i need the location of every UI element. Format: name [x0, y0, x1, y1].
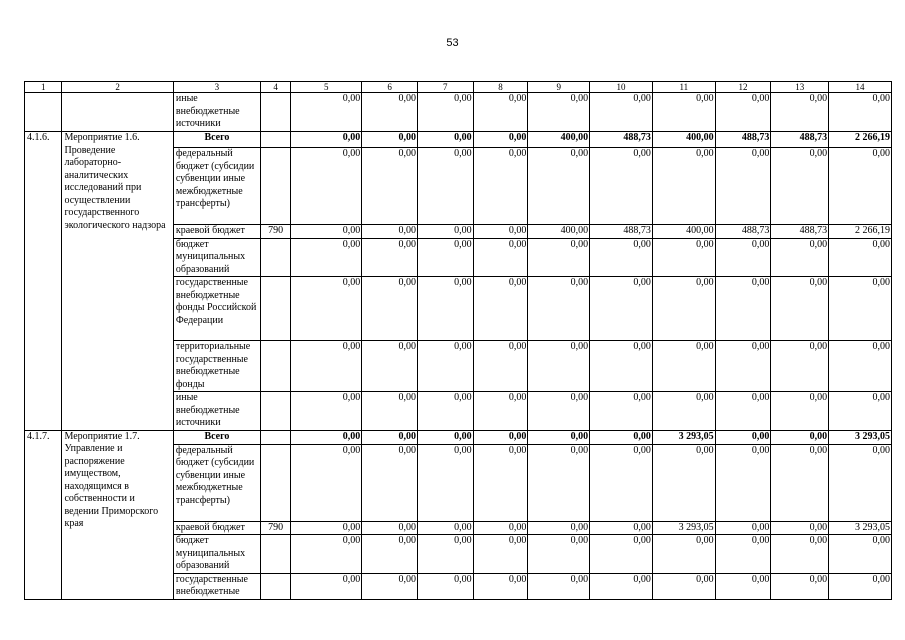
amount-cell: 0,00 — [715, 93, 771, 132]
amount-cell: 0,00 — [528, 277, 590, 341]
amount-cell: 0,00 — [362, 535, 418, 574]
amount-cell: 0,00 — [829, 148, 892, 225]
amount-cell: 488,73 — [715, 132, 771, 148]
amount-cell: 0,00 — [417, 521, 473, 535]
amount-cell: 0,00 — [291, 444, 362, 521]
amount-cell: 0,00 — [590, 93, 653, 132]
amount-cell: 0,00 — [473, 277, 528, 341]
amount-cell: 0,00 — [473, 341, 528, 392]
measure-name-cell: Мероприятие 1.6. Проведение лабораторно-аналитических исследований при осуществлении государственного экологического надзора — [62, 132, 173, 431]
amount-cell: 0,00 — [590, 341, 653, 392]
amount-cell: 0,00 — [417, 277, 473, 341]
amount-cell: 0,00 — [362, 392, 418, 431]
amount-cell: 0,00 — [362, 444, 418, 521]
funding-source-cell: краевой бюджет — [173, 521, 260, 535]
table-row — [25, 430, 892, 444]
budget-code-cell — [260, 238, 290, 277]
amount-cell: 0,00 — [829, 238, 892, 277]
amount-cell: 0,00 — [473, 132, 528, 148]
budget-table — [24, 81, 892, 600]
amount-cell: 0,00 — [417, 148, 473, 225]
amount-cell: 0,00 — [291, 341, 362, 392]
funding-source-cell: Всего — [173, 132, 260, 148]
amount-cell: 0,00 — [473, 238, 528, 277]
budget-code-cell: 790 — [260, 521, 290, 535]
amount-cell: 0,00 — [771, 392, 829, 431]
budget-code-cell — [260, 132, 290, 148]
amount-cell: 0,00 — [590, 521, 653, 535]
amount-cell: 0,00 — [829, 535, 892, 574]
amount-cell: 0,00 — [652, 93, 715, 132]
amount-cell: 0,00 — [473, 430, 528, 444]
budget-code-cell: 790 — [260, 225, 290, 239]
amount-cell: 3 293,05 — [829, 521, 892, 535]
funding-source-cell: иные внебюджетные источники — [173, 93, 260, 132]
amount-cell: 0,00 — [715, 430, 771, 444]
table-row — [25, 93, 892, 132]
amount-cell: 0,00 — [291, 277, 362, 341]
funding-source-cell: бюджет муниципальных образований — [173, 535, 260, 574]
amount-cell: 400,00 — [652, 132, 715, 148]
amount-cell: 0,00 — [528, 521, 590, 535]
amount-cell: 0,00 — [473, 93, 528, 132]
amount-cell: 0,00 — [590, 444, 653, 521]
amount-cell: 0,00 — [771, 148, 829, 225]
amount-cell: 0,00 — [528, 392, 590, 431]
column-header: 5 — [291, 82, 362, 93]
amount-cell: 0,00 — [771, 341, 829, 392]
amount-cell: 0,00 — [590, 148, 653, 225]
column-number-row — [25, 82, 892, 93]
amount-cell: 0,00 — [715, 392, 771, 431]
amount-cell: 488,73 — [590, 132, 653, 148]
amount-cell: 0,00 — [291, 430, 362, 444]
amount-cell: 0,00 — [473, 535, 528, 574]
funding-source-cell: федеральный бюджет (субсидии субвенции иные межбюджетные трансферты) — [173, 148, 260, 225]
amount-cell: 0,00 — [291, 132, 362, 148]
amount-cell: 0,00 — [473, 444, 528, 521]
funding-source-cell: краевой бюджет — [173, 225, 260, 239]
column-header: 1 — [25, 82, 62, 93]
column-header: 12 — [715, 82, 771, 93]
amount-cell: 0,00 — [829, 392, 892, 431]
amount-cell: 0,00 — [771, 444, 829, 521]
amount-cell: 0,00 — [829, 277, 892, 341]
amount-cell: 0,00 — [417, 444, 473, 521]
amount-cell: 0,00 — [652, 277, 715, 341]
column-header: 7 — [417, 82, 473, 93]
funding-source-cell: бюджет муниципальных образований — [173, 238, 260, 277]
amount-cell: 0,00 — [715, 444, 771, 521]
amount-cell: 0,00 — [590, 535, 653, 574]
amount-cell: 0,00 — [771, 430, 829, 444]
amount-cell: 0,00 — [771, 521, 829, 535]
budget-code-cell — [260, 535, 290, 574]
measure-name-cell — [62, 93, 173, 132]
amount-cell: 0,00 — [528, 430, 590, 444]
amount-cell: 488,73 — [771, 225, 829, 239]
amount-cell: 0,00 — [291, 521, 362, 535]
amount-cell: 0,00 — [473, 521, 528, 535]
amount-cell: 0,00 — [528, 341, 590, 392]
amount-cell: 0,00 — [652, 392, 715, 431]
amount-cell: 0,00 — [771, 535, 829, 574]
amount-cell: 400,00 — [652, 225, 715, 239]
amount-cell: 0,00 — [291, 573, 362, 599]
funding-source-cell: Всего — [173, 430, 260, 444]
amount-cell: 0,00 — [715, 573, 771, 599]
amount-cell: 0,00 — [528, 444, 590, 521]
amount-cell: 3 293,05 — [652, 430, 715, 444]
amount-cell: 0,00 — [652, 238, 715, 277]
amount-cell: 0,00 — [291, 225, 362, 239]
amount-cell: 0,00 — [417, 535, 473, 574]
amount-cell: 0,00 — [829, 444, 892, 521]
amount-cell: 0,00 — [291, 93, 362, 132]
amount-cell: 2 266,19 — [829, 225, 892, 239]
amount-cell: 488,73 — [771, 132, 829, 148]
table-body — [25, 93, 892, 600]
amount-cell: 0,00 — [590, 238, 653, 277]
amount-cell: 0,00 — [417, 573, 473, 599]
amount-cell: 2 266,19 — [829, 132, 892, 148]
amount-cell: 488,73 — [715, 225, 771, 239]
amount-cell: 0,00 — [417, 392, 473, 431]
amount-cell: 0,00 — [362, 148, 418, 225]
funding-source-cell: государственные внебюджетные — [173, 573, 260, 599]
amount-cell: 0,00 — [652, 341, 715, 392]
row-id-cell — [25, 93, 62, 132]
amount-cell: 0,00 — [590, 277, 653, 341]
column-header: 8 — [473, 82, 528, 93]
amount-cell: 3 293,05 — [829, 430, 892, 444]
amount-cell: 0,00 — [590, 430, 653, 444]
amount-cell: 400,00 — [528, 132, 590, 148]
budget-code-cell — [260, 430, 290, 444]
column-header: 3 — [173, 82, 260, 93]
amount-cell: 0,00 — [362, 430, 418, 444]
amount-cell: 0,00 — [829, 573, 892, 599]
funding-source-cell: иные внебюджетные источники — [173, 392, 260, 431]
column-header: 6 — [362, 82, 418, 93]
amount-cell: 0,00 — [771, 573, 829, 599]
amount-cell: 0,00 — [362, 277, 418, 341]
amount-cell: 0,00 — [417, 132, 473, 148]
amount-cell: 0,00 — [715, 238, 771, 277]
amount-cell: 0,00 — [417, 341, 473, 392]
column-header: 10 — [590, 82, 653, 93]
page-number: 53 — [446, 37, 459, 49]
amount-cell: 0,00 — [417, 93, 473, 132]
table-row — [25, 132, 892, 148]
amount-cell: 0,00 — [362, 341, 418, 392]
amount-cell: 0,00 — [528, 93, 590, 132]
amount-cell: 0,00 — [715, 341, 771, 392]
amount-cell: 0,00 — [715, 521, 771, 535]
amount-cell: 0,00 — [417, 225, 473, 239]
amount-cell: 400,00 — [528, 225, 590, 239]
column-header: 13 — [771, 82, 829, 93]
funding-source-cell: государственные внебюджетные фонды Российской Федерации — [173, 277, 260, 341]
column-header: 2 — [62, 82, 173, 93]
amount-cell: 0,00 — [528, 573, 590, 599]
amount-cell: 0,00 — [362, 573, 418, 599]
amount-cell: 0,00 — [829, 341, 892, 392]
amount-cell: 0,00 — [771, 277, 829, 341]
amount-cell: 0,00 — [473, 392, 528, 431]
amount-cell: 0,00 — [715, 277, 771, 341]
amount-cell: 0,00 — [715, 148, 771, 225]
amount-cell: 0,00 — [291, 238, 362, 277]
amount-cell: 0,00 — [652, 535, 715, 574]
column-header: 9 — [528, 82, 590, 93]
amount-cell: 0,00 — [771, 93, 829, 132]
amount-cell: 0,00 — [652, 444, 715, 521]
column-header: 4 — [260, 82, 290, 93]
amount-cell: 0,00 — [291, 392, 362, 431]
amount-cell: 0,00 — [417, 238, 473, 277]
amount-cell: 0,00 — [362, 225, 418, 239]
budget-code-cell — [260, 341, 290, 392]
amount-cell: 0,00 — [362, 132, 418, 148]
budget-code-cell — [260, 93, 290, 132]
amount-cell: 0,00 — [528, 238, 590, 277]
amount-cell: 0,00 — [362, 238, 418, 277]
amount-cell: 0,00 — [473, 225, 528, 239]
amount-cell: 0,00 — [715, 535, 771, 574]
row-id-cell: 4.1.6. — [25, 132, 62, 431]
amount-cell: 3 293,05 — [652, 521, 715, 535]
funding-source-cell: федеральный бюджет (субсидии субвенции иные межбюджетные трансферты) — [173, 444, 260, 521]
amount-cell: 488,73 — [590, 225, 653, 239]
amount-cell: 0,00 — [590, 392, 653, 431]
budget-code-cell — [260, 444, 290, 521]
amount-cell: 0,00 — [528, 148, 590, 225]
amount-cell: 0,00 — [829, 93, 892, 132]
amount-cell: 0,00 — [652, 573, 715, 599]
amount-cell: 0,00 — [771, 238, 829, 277]
amount-cell: 0,00 — [362, 93, 418, 132]
amount-cell: 0,00 — [417, 430, 473, 444]
amount-cell: 0,00 — [291, 148, 362, 225]
amount-cell: 0,00 — [473, 573, 528, 599]
amount-cell: 0,00 — [362, 521, 418, 535]
amount-cell: 0,00 — [590, 573, 653, 599]
budget-code-cell — [260, 392, 290, 431]
column-header: 14 — [829, 82, 892, 93]
amount-cell: 0,00 — [528, 535, 590, 574]
amount-cell: 0,00 — [652, 148, 715, 225]
funding-source-cell: территориальные государственные внебюджетные фонды — [173, 341, 260, 392]
amount-cell: 0,00 — [473, 148, 528, 225]
measure-name-cell: Мероприятие 1.7. Управление и распоряжение имуществом, находящимся в собственности и ведении Приморского края — [62, 430, 173, 599]
row-id-cell: 4.1.7. — [25, 430, 62, 599]
amount-cell: 0,00 — [291, 535, 362, 574]
column-header: 11 — [652, 82, 715, 93]
budget-code-cell — [260, 573, 290, 599]
budget-code-cell — [260, 148, 290, 225]
budget-code-cell — [260, 277, 290, 341]
